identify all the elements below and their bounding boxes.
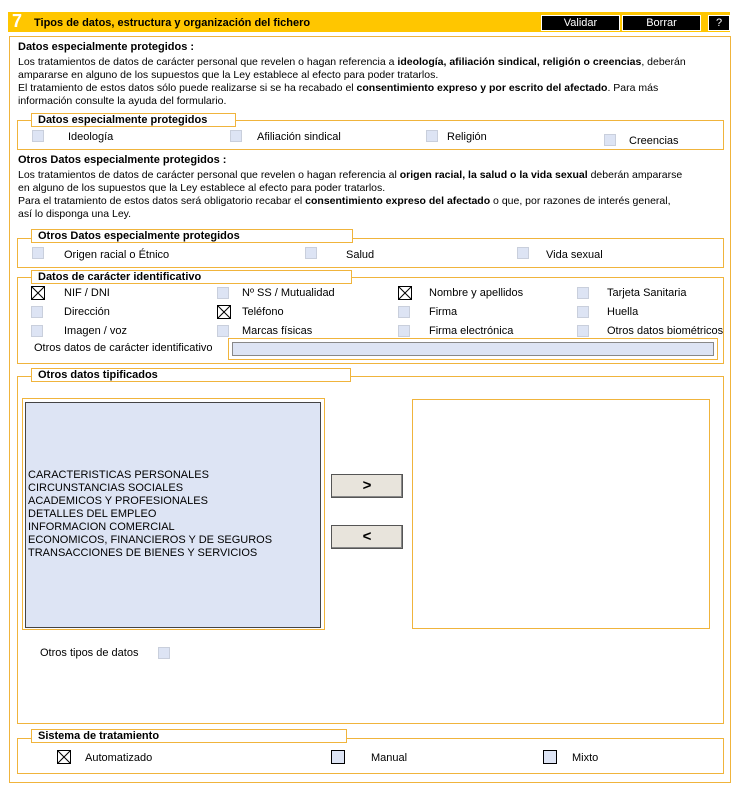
section-number: 7 <box>12 11 23 31</box>
available-types-list[interactable] <box>25 402 321 628</box>
delete-button[interactable]: Borrar <box>622 15 701 31</box>
checkbox-nif-dni[interactable] <box>31 286 45 300</box>
other-protected-legend: Otros Datos especialmente protegidos <box>31 229 353 243</box>
checkbox-imagen-voz[interactable] <box>31 325 43 337</box>
list-item[interactable]: CARACTERISTICAS PERSONALES <box>28 469 209 481</box>
list-item[interactable]: INFORMACION COMERCIAL <box>28 521 175 533</box>
section-title: Tipos de datos, estructura y organización del fichero <box>34 17 311 29</box>
label-automatizado: Automatizado <box>85 752 153 764</box>
other-protected-description: Los tratamientos de datos de carácter personal que revelen o hagan referencia al origen racial, la salud o la vida sexual deberán ampararse en alguno de los supuestos que la Ley establece al efecto para poder tratarlos. Para el tratamiento de estos datos será obligatorio recabar el consentimiento expreso del afectado o que, por razones de interés general, así lo disponga una Ley. <box>18 169 683 220</box>
label-firma: Firma <box>429 306 458 318</box>
label-ss-mutualidad: Nº SS / Mutualidad <box>242 287 335 299</box>
other-identifying-input[interactable] <box>232 342 714 356</box>
checkbox-other-types[interactable] <box>158 647 170 659</box>
checkbox-nombre-apellidos[interactable] <box>398 286 412 300</box>
label-religion: Religión <box>447 131 487 143</box>
label-otros-biometricos: Otros datos biométricos <box>607 325 724 337</box>
checkbox-ss-mutualidad[interactable] <box>217 287 229 299</box>
validate-button[interactable]: Validar <box>541 15 620 31</box>
checkbox-salud[interactable] <box>305 247 317 259</box>
checkbox-creencias[interactable] <box>604 134 616 146</box>
checkbox-firma[interactable] <box>398 306 410 318</box>
checkbox-firma-electronica[interactable] <box>398 325 410 337</box>
list-item[interactable]: ECONOMICOS, FINANCIEROS Y DE SEGUROS <box>28 534 273 546</box>
remove-type-button[interactable]: < <box>331 525 403 549</box>
other-protected-heading: Otros Datos especialmente protegidos : <box>18 154 227 166</box>
label-direccion: Dirección <box>64 306 110 318</box>
checkbox-ideologia[interactable] <box>32 130 44 142</box>
protected-description: Los tratamientos de datos de carácter personal que revelen o hagan referencia a ideología, afiliación sindical, religión o creencias, deberán ampararse en alguno de los supuestos que la Ley establece al efecto para poder tratarlos. El tratamiento de estos datos sólo puede realizarse si se ha recabado el consentimiento expreso y por escrito del afectado. Para más información consulte la ayuda del formulario. <box>18 56 686 107</box>
list-item[interactable]: DETALLES DEL EMPLEO <box>28 508 157 520</box>
label-vida-sexual: Vida sexual <box>546 249 603 261</box>
label-huella: Huella <box>607 306 639 318</box>
checkbox-huella[interactable] <box>577 306 589 318</box>
list-item[interactable]: ACADEMICOS Y PROFESIONALES <box>28 495 208 507</box>
identifying-legend: Datos de carácter identificativo <box>31 270 352 284</box>
label-telefono: Teléfono <box>242 306 284 318</box>
label-afiliacion-sindical: Afiliación sindical <box>257 131 341 143</box>
checkbox-tarjeta-sanitaria[interactable] <box>577 287 589 299</box>
label-tarjeta-sanitaria: Tarjeta Sanitaria <box>607 287 687 299</box>
checkbox-mixto[interactable] <box>543 750 557 764</box>
label-manual: Manual <box>371 752 408 764</box>
checkbox-telefono[interactable] <box>217 305 231 319</box>
label-mixto: Mixto <box>572 752 599 764</box>
label-nombre-apellidos: Nombre y apellidos <box>429 287 524 299</box>
checkbox-vida-sexual[interactable] <box>517 247 529 259</box>
label-creencias: Creencias <box>629 135 679 147</box>
checkbox-origen-racial[interactable] <box>32 247 44 259</box>
checkbox-afiliacion-sindical[interactable] <box>230 130 242 142</box>
label-firma-electronica: Firma electrónica <box>429 325 514 337</box>
checkbox-direccion[interactable] <box>31 306 43 318</box>
checkbox-manual[interactable] <box>331 750 345 764</box>
other-types-label: Otros tipos de datos <box>40 647 139 659</box>
checkbox-automatizado[interactable] <box>57 750 71 764</box>
label-ideologia: Ideología <box>68 131 114 143</box>
label-nif-dni: NIF / DNI <box>64 287 110 299</box>
label-salud: Salud <box>346 249 375 261</box>
label-origen-racial: Origen racial o Étnico <box>64 249 170 261</box>
typified-legend: Otros datos tipificados <box>31 368 351 382</box>
help-button[interactable]: ? <box>708 15 730 31</box>
protected-heading: Datos especialmente protegidos : <box>18 41 195 53</box>
add-type-button[interactable]: > <box>331 474 403 498</box>
selected-types-list[interactable] <box>412 399 710 629</box>
checkbox-marcas-fisicas[interactable] <box>217 325 229 337</box>
section-header <box>8 12 730 32</box>
checkbox-otros-biometricos[interactable] <box>577 325 589 337</box>
protected-legend: Datos especialmente protegidos <box>31 113 236 127</box>
treatment-legend: Sistema de tratamiento <box>31 729 347 743</box>
list-item[interactable]: TRANSACCIONES DE BIENES Y SERVICIOS <box>28 547 258 559</box>
other-identifying-label: Otros datos de carácter identificativo <box>34 342 213 354</box>
list-item[interactable]: CIRCUNSTANCIAS SOCIALES <box>28 482 184 494</box>
label-marcas-fisicas: Marcas físicas <box>242 325 313 337</box>
label-imagen-voz: Imagen / voz <box>64 325 127 337</box>
checkbox-religion[interactable] <box>426 130 438 142</box>
